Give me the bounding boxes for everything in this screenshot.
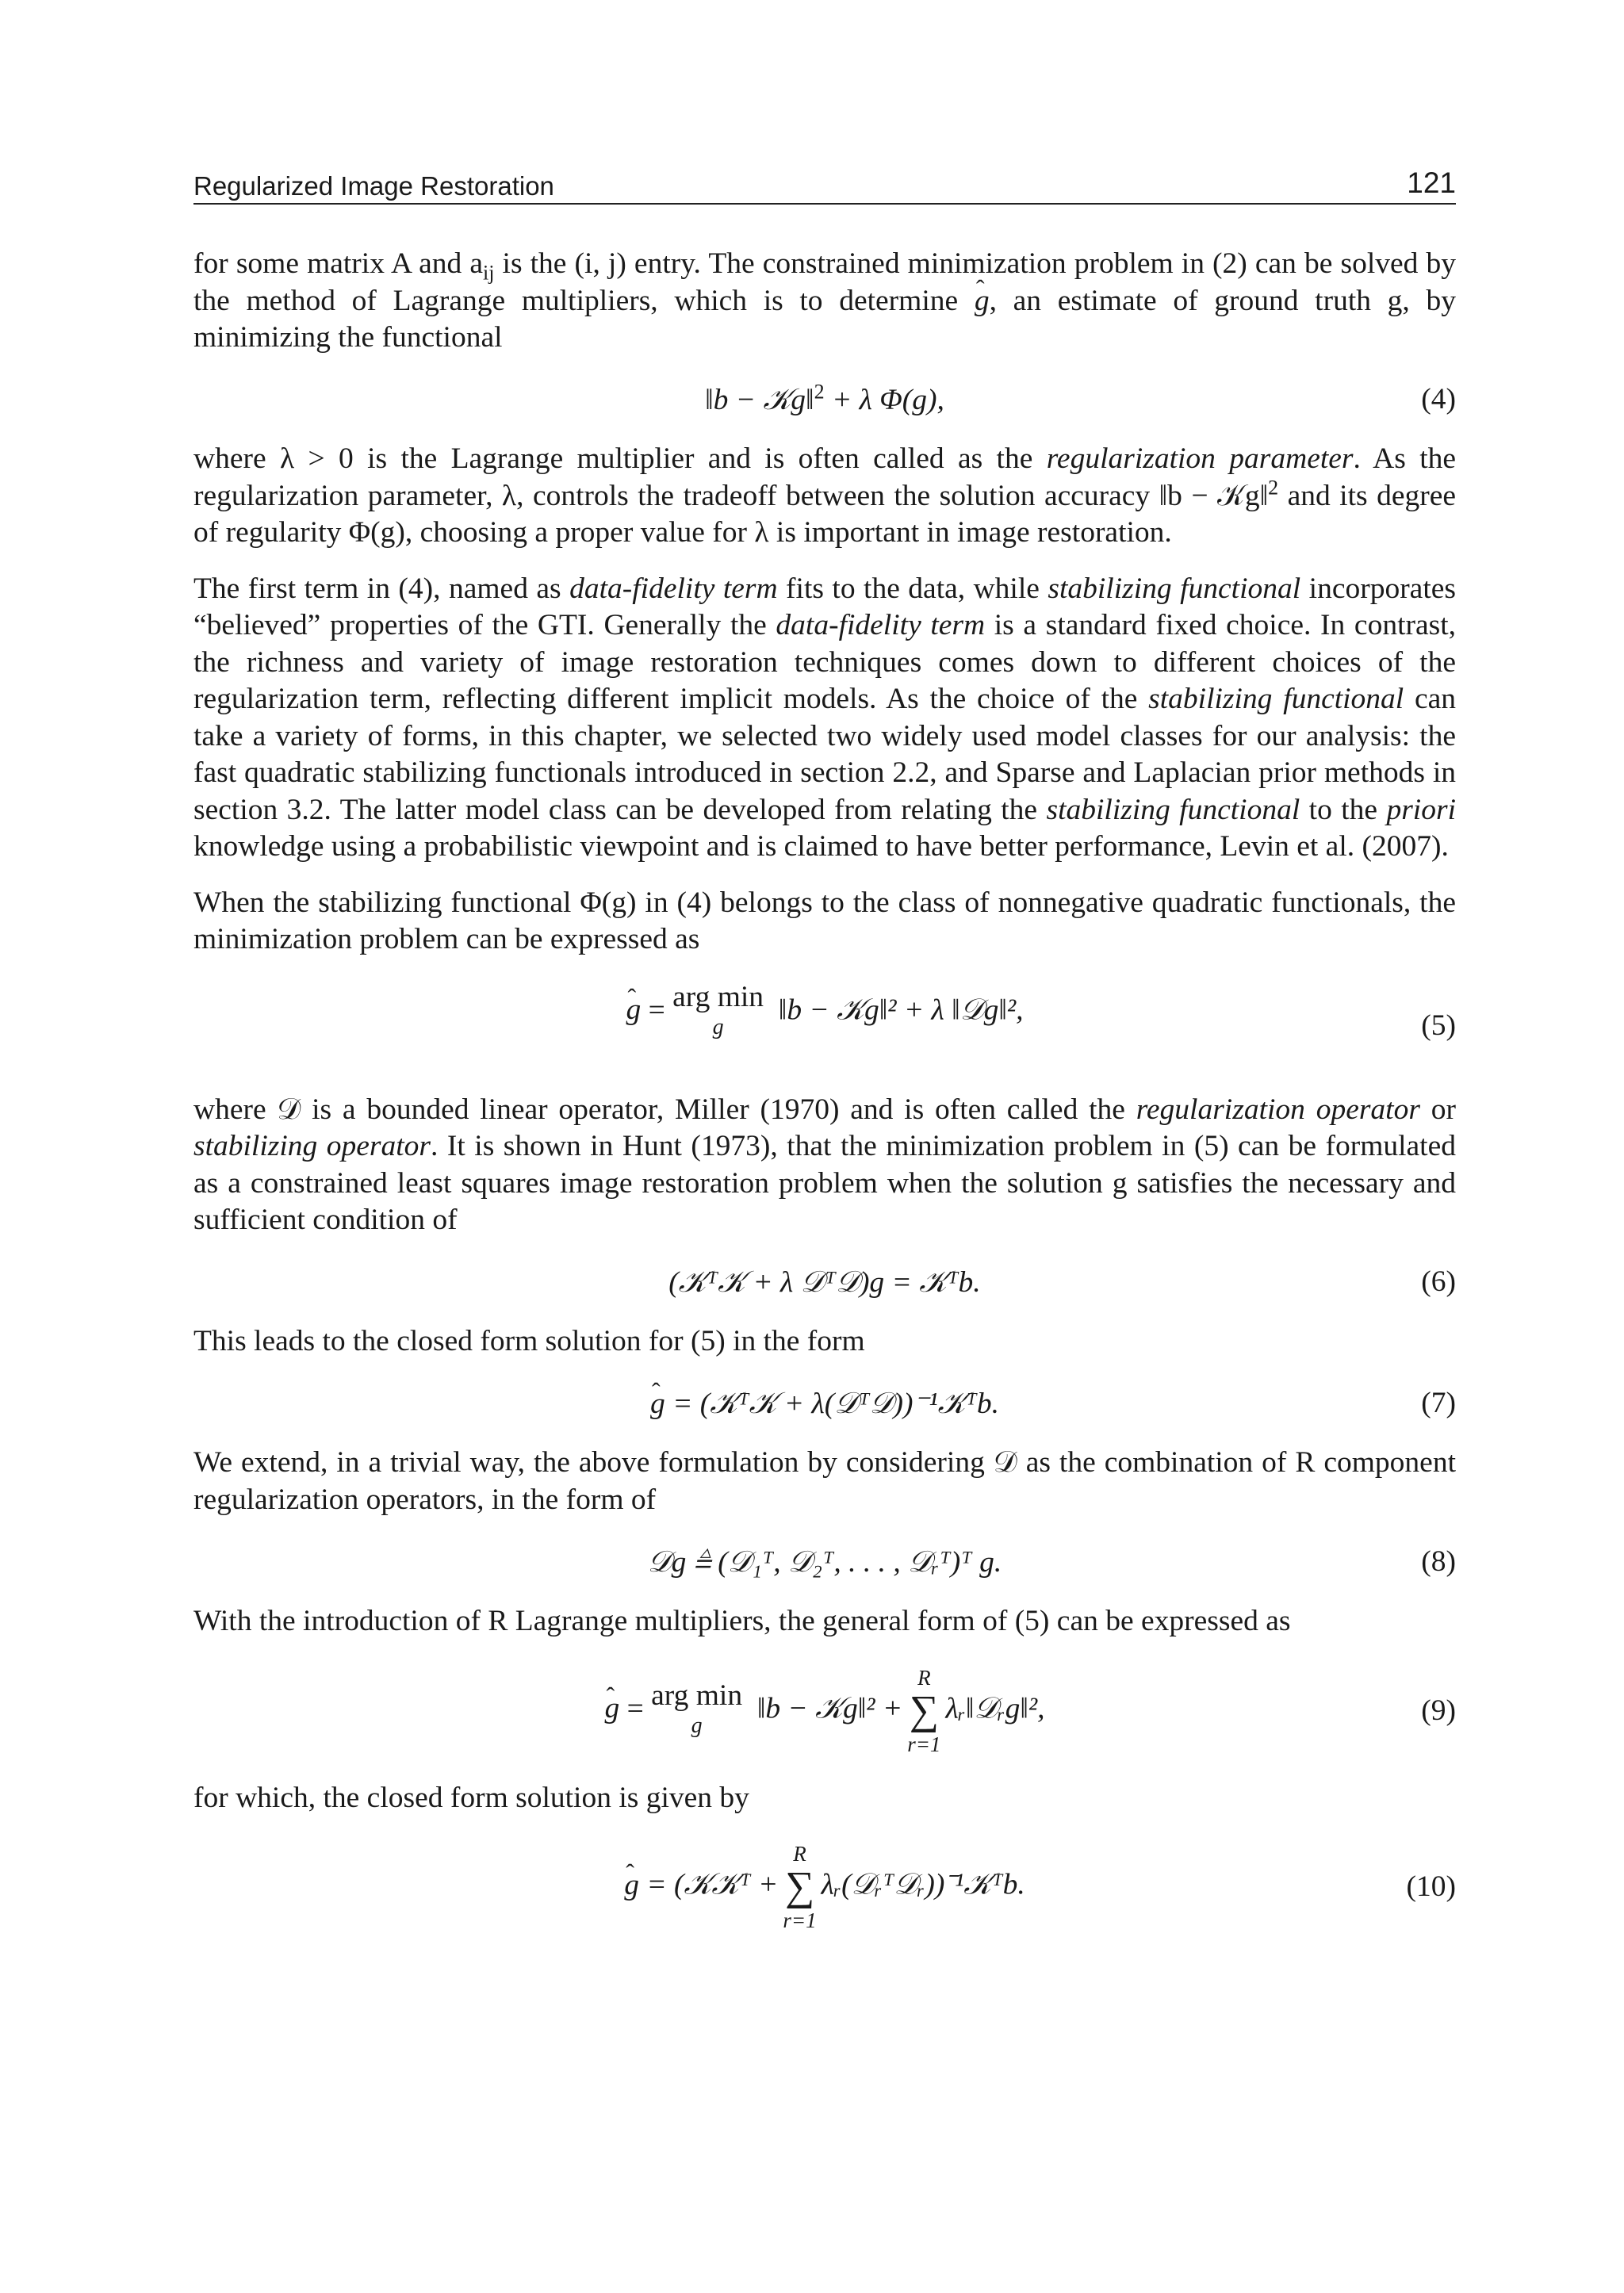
subscript: ij [482, 261, 495, 285]
text-run: . As the regularization parameter, λ, controls the tradeoff between the solution accuracy ‖b − 𝒦g‖ [193, 442, 1457, 512]
sum-upper-limit: R [793, 1842, 806, 1866]
g-hat-symbol: ˆ g [975, 283, 990, 320]
equation-4 [193, 381, 1456, 419]
equation-term: (𝒦ᵀ𝒦 + λ 𝒟ᵀ𝒟)g = 𝒦ᵀb. [668, 1265, 981, 1299]
sum-upper-limit: R [917, 1665, 931, 1690]
text-run: incorporates “believed” properties of the GTI. Generally the [193, 572, 1456, 642]
equation-number: (8) [1421, 1545, 1456, 1578]
operator-text: arg min [672, 980, 764, 1013]
equation-term: λᵣ(𝒟ᵣᵀ𝒟ᵣ))⁻¹𝒦ᵀb. [821, 1868, 1025, 1901]
equation-term: λᵣ‖𝒟ᵣg‖², [945, 1692, 1045, 1725]
equation-term: = (𝒦ᵀ𝒦 + λ(𝒟ᵀ𝒟))⁻¹𝒦ᵀb. [665, 1387, 1000, 1420]
sum-lower-limit: r=1 [783, 1908, 817, 1933]
sum-lower-limit: r=1 [907, 1732, 941, 1756]
emphasis: data-fidelity term [776, 609, 986, 642]
text-run: knowledge using a probabilistic viewpoint and is claimed to have better performance, Levin et al. (2007). [193, 830, 1449, 863]
g-hat-symbol: ˆ g [626, 992, 641, 1029]
equation-number: (7) [1421, 1386, 1456, 1419]
equation-7 [193, 1384, 1456, 1423]
text-run: , an estimate of ground truth g, by minimizing the functional [193, 284, 1456, 354]
emphasis: regularization parameter [1046, 442, 1354, 476]
paragraph-5 [193, 1092, 1456, 1239]
emphasis: priori [1386, 793, 1456, 826]
text-run: is the (i, j) entry. The constrained minimization problem in (2) can be solved by the method of Lagrange multipliers, which is to determine [193, 247, 1456, 317]
text-run: The first term in (4), named as [193, 572, 570, 605]
equation-term: ‖b − 𝒦g‖² + [756, 1692, 903, 1725]
text-run: to the [1300, 793, 1387, 826]
equation-term: + λ Φ(g), [824, 383, 944, 416]
running-header [193, 165, 1456, 205]
summation-symbol: R ∑ r=1 [783, 1842, 817, 1933]
text-run: or [1419, 1093, 1456, 1126]
emphasis: regularization operator [1136, 1093, 1420, 1126]
paragraph-1 [193, 246, 1456, 357]
text-run: is a standard fixed choice. In contrast, the richness and variety of image restoration techniques comes down to different choices of the regularization term, reflecting different implicit models. As the choice of the [193, 609, 1457, 716]
equation-number: (10) [1406, 1870, 1456, 1903]
operator-text: arg min [651, 1679, 743, 1712]
page-number: 121 [1407, 167, 1456, 199]
equation-6 [193, 1263, 1456, 1302]
emphasis: stabilizing functional [1048, 572, 1301, 605]
paragraph-3 [193, 571, 1456, 866]
running-title: Regularized Image Restoration [193, 171, 554, 201]
text-run: for some matrix A and a [193, 247, 483, 280]
paragraph-2 [193, 441, 1456, 552]
operator-subscript: g [691, 1713, 703, 1738]
g-hat-symbol: ˆ g [605, 1690, 620, 1728]
paragraph-4: When the stabilizing functional Φ(g) in (4) belongs to the class of nonnegative quadratic functionals, the minimization problem can be expressed as [193, 886, 1456, 956]
argmin-operator [651, 1681, 742, 1741]
equation-term: ‖b − 𝒦g‖² + λ ‖𝒟g‖², [778, 993, 1024, 1027]
equation-10 [193, 1840, 1456, 1934]
summation-symbol: R ∑ r=1 [907, 1665, 941, 1756]
text-run: . It is shown in Hunt (1973), that the minimization problem in (5) can be formulated as a constrained least squares image restoration problem when the solution g satisfies the necessary and sufficient condition of [193, 1130, 1456, 1237]
emphasis: stabilizing functional [1046, 793, 1300, 826]
paragraph-7: We extend, in a trivial way, the above formulation by considering 𝒟 as the combination of R component regularization operators, in the form of [193, 1446, 1456, 1516]
exponent: 2 [814, 380, 825, 404]
text-run: where 𝒟 is a bounded linear operator, Miller (1970) and is often called the [193, 1093, 1136, 1126]
exponent: 2 [1268, 476, 1279, 500]
paragraph-8: With the introduction of R Lagrange multipliers, the general form of (5) can be expressed as [193, 1605, 1291, 1638]
text-run: fits to the data, while [777, 572, 1048, 605]
paragraph-9: for which, the closed form solution is given by [193, 1781, 749, 1814]
equation-number: (9) [1421, 1694, 1456, 1727]
g-hat-symbol: ˆ g [650, 1386, 665, 1423]
equation-number: (6) [1421, 1265, 1456, 1298]
equation-term: 𝒟g ≜ (𝒟₁ᵀ, 𝒟₂ᵀ, . . . , 𝒟ᵣᵀ)ᵀ g. [647, 1545, 1002, 1579]
equation-number: (5) [1421, 1009, 1456, 1042]
equation-term: = (𝒦𝒦ᵀ + [638, 1868, 779, 1901]
equation-5: ˆ g = arg min g ‖b − 𝒦g‖² + λ ‖𝒟g‖², (5) [193, 982, 1456, 1070]
operator-subscript: g [712, 1014, 724, 1039]
emphasis: stabilizing operator [193, 1130, 431, 1163]
equation-9: ˆ g = arg min g ‖b − 𝒦g‖² + R ∑ r=1 λᵣ‖𝒟ᵣg‖², (9) [193, 1664, 1456, 1758]
text-run: can take a variety of forms, in this chapter, we selected two widely used model classes for our analysis: the fast quadratic stabilizing functionals introduced in section 2.2, and Sparse and Laplacian prior methods in section 3.2. The latter model class can be developed from relating the [193, 683, 1457, 826]
equation-8 [193, 1542, 1456, 1581]
equation-number: (4) [1421, 382, 1456, 415]
equation-term: ‖b − 𝒦g‖ [705, 383, 814, 416]
g-hat-symbol: ˆ g [624, 1867, 639, 1904]
text-run: and its degree of regularity Φ(g), choosing a proper value for λ is important in image restoration. [193, 479, 1457, 549]
emphasis: stabilizing functional [1148, 683, 1404, 716]
paragraph-6: This leads to the closed form solution for (5) in the form [193, 1325, 865, 1358]
main-text [193, 246, 1456, 1956]
argmin-operator [672, 982, 764, 1043]
text-run: where λ > 0 is the Lagrange multiplier and is often called as the [193, 442, 1047, 476]
emphasis: data-fidelity term [569, 572, 778, 605]
